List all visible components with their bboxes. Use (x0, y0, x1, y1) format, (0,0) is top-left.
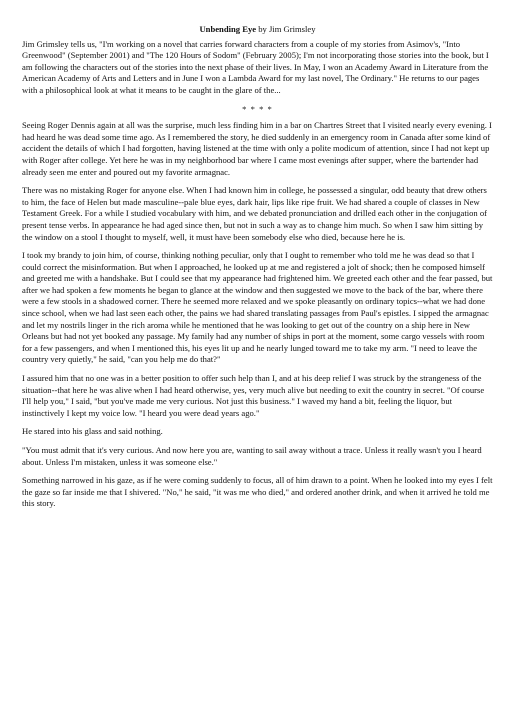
story-byline: by Jim Grimsley (258, 24, 316, 34)
body-paragraph-4: I assured him that no one was in a better position to offer such help than I, and at his deep relief I was struck by the strangeness of the situation--that here he was alive when I had heard otherwise, yes, very much alive but needing to exit the country in secret. "Of course I'll help you," I said, "but you've made me very curious. Not just this business." I waved my hand a bit, feeling the liquor, but instinctively I kept my voice low. "I heard you were dead years ago." (22, 373, 485, 418)
intro-paragraph: Jim Grimsley tells us, "I'm working on a novel that carries forward characters from a couple of my stories from Asimov's, "Into Greenwood" (September 2001) and "The 120 Hours of Sodom" (February 2005); I'm not incorporating those stories into the book, but I am following the characters out of the stories into the next phase of their lives. In May, I won an Academy Award in Literature from the American Academy of Arts and Letters and in June I won a Lambda Award for my last novel, The Ordinary." He returns to our pages with a philosophical look at what it means to be caught in the glare of the... (22, 38, 489, 95)
body-paragraph-1: Seeing Roger Dennis again at all was the surprise, much less finding him in a bar on Chartres Street that I visited nearly every evening. I had heard he was dead some time ago. As I remembered the story, he died suddenly in an emergency room in Canada after some kind of accident the details of which I had forgotten, having listened at the time with only a polite modicum of attention, since I had not kept up with Roger after college. Yet here he was in my neighborhood bar where I came most evenings after supper, where the bartender had already seen me enter and poured out my favorite armagnac. (22, 120, 492, 177)
story-heading (22, 24, 493, 36)
body-paragraph-3: I took my brandy to join him, of course, thinking nothing peculiar, only that I ought to remember who told me he was dead so that I could correct the misinformation. But when I approached, he looked up at me and registered a jolt of shock; then he composed himself and greeted me with a handshake. But I could see that my appearance had frightened him. We greeted each other and the fear passed, but after we had spoken a few moments he began to glance at the window and then suggested we move to the back of the bar, where there were a few stools in a shadowed corner. There he seemed more relaxed and we spoke pleasantly on ordinary topics--what we had done since school, when we had last seen each other, the pains we had shared translating passages from Paul's epistles. I sipped the armagnac and let my nostrils linger in the rich aroma while he mentioned that he was looking to get out of the country on a ship here in New Orleans but had not yet booked any passage. My family had any number of ships in port at the moment, some cargo vessels with room for a few passengers, and when I mentioned this, his eyes lit up and he nearly lunged toward me to take my arm. "I need to leave the country very quietly," he said, "can you help me do that?" (22, 250, 493, 365)
body-paragraph-2: There was no mistaking Roger for anyone else. When I had known him in college, he possessed a singular, odd beauty that drew others to him, the face of Helen but made masculine--pale blue eyes, dark hair, lips like ripe fruit. We had shared a couple of classes in New Testament Greek. For a while I studied vocabulary with him, and we debated pronunciation and drilled each other in the conjugation of present tense verbs. In appearance he had aged since then, but not in such a way as to change him much. So when I saw him sitting by the window on a stool I thought to myself, well, it must have been somebody else who died, because here he is. (22, 185, 487, 242)
body-paragraph-6: "You must admit that it's very curious. And now here you are, wanting to sail away without a trace. Unless it really wasn't you I heard about. Unless I'm mistaken, unless it was someone else." (22, 445, 482, 467)
body-paragraph-7: Something narrowed in his gaze, as if he were coming suddenly to focus, all of him drawn to a point. When he looked into my eyes I felt the gaze so far inside me that I shivered. "No," he said, "it was me who died," and ordered another drink, and when it arrived he told me this story. (22, 475, 493, 509)
document-page (22, 24, 493, 517)
section-separator: * * * * (242, 103, 273, 114)
body-paragraph-5: He stared into his glass and said nothing. (22, 426, 163, 437)
story-title: Unbending Eye (199, 24, 257, 34)
